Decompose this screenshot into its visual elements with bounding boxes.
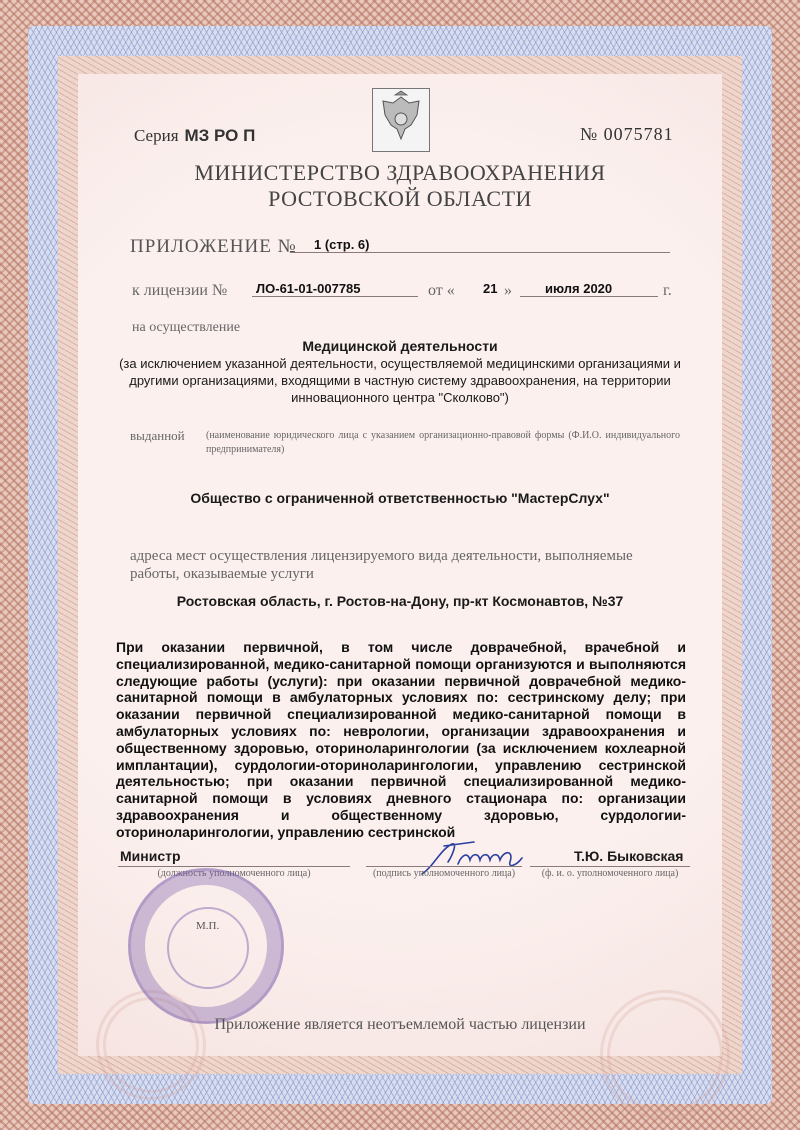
activity-description: (за исключением указанной деятельности, осуществляемой медицинскими организациями и другими организациями, входящими в частную систему здравоохранения, на территории инновационного центра "Сколково") bbox=[119, 356, 681, 405]
position-hint: (должность уполномоченного лица) bbox=[157, 868, 311, 879]
license-year-suffix: г. bbox=[663, 282, 672, 299]
rosette-watermark-right bbox=[600, 990, 730, 1120]
footer-note: Приложение является неотъемлемой частью лицензии bbox=[214, 1016, 586, 1033]
license-form-number: № 0075781 bbox=[580, 124, 674, 144]
activity-label: на осуществление bbox=[132, 320, 241, 335]
license-date-underline bbox=[520, 296, 658, 297]
name-hint: (ф. и. о. уполномоченного лица) bbox=[541, 868, 679, 879]
license-day: 21 bbox=[483, 281, 498, 296]
appendix-value: 1 (стр. 6) bbox=[314, 237, 370, 252]
name-underline bbox=[530, 866, 690, 867]
seal-label: М.П. bbox=[196, 920, 220, 932]
activity-title: Медицинской деятельности bbox=[302, 338, 498, 354]
signer-name: Т.Ю. Быковская bbox=[574, 848, 684, 864]
signature-hint: (подпись уполномоченного лица) bbox=[372, 868, 516, 879]
position-underline bbox=[118, 866, 350, 867]
coat-of-arms-icon bbox=[372, 88, 430, 152]
issued-label: выданной bbox=[130, 428, 185, 443]
license-number: ЛО-61-01-007785 bbox=[256, 281, 361, 296]
issued-hint: (наименование юридического лица с указанием организационно-правовой формы (Ф.И.О. индивидуального предпринимателя) bbox=[206, 430, 680, 455]
series-label: Серия МЗ РО П bbox=[134, 126, 256, 145]
official-seal-stamp bbox=[128, 868, 284, 1024]
license-day-close: » bbox=[504, 282, 512, 299]
license-prefix: к лицензии № bbox=[132, 282, 228, 299]
activity-address: Ростовская область, г. Ростов-на-Дону, пр-кт Космонавтов, №37 bbox=[176, 593, 624, 609]
works-description: При оказании первичной, в том числе доврачебной, врачебной и специализированной, медико-санитарной помощи организуются и выполняются следующие работы (услуги): при оказании первичной доврачебной медико-санитарной помощи в амбулаторных условиях по: сестринскому делу; при оказании первичной специализированной медико-санитарной помощи в амбулаторных условиях по: неврологии, организации здравоохранения и общественному здоровью, оториноларингологии (за исключением кохлеарной имплантации), сурдологии-оториноларингологии, управлению сестринской деятельностью; при оказании первичной специализированной медико-санитарной помощи в условиях дневного стационара по: организации здравоохранения и общественному здоровью, сурдологии-оториноларингологии, управлению сестринской bbox=[116, 639, 686, 840]
signature-underline bbox=[366, 866, 522, 867]
appendix-underline bbox=[290, 252, 670, 253]
addresses-label: адреса мест осуществления лицензируемого вида деятельности, выполняемые работы, оказываемые услуги bbox=[130, 548, 633, 582]
license-number-underline bbox=[252, 296, 418, 297]
license-date-from-label: от « bbox=[428, 282, 455, 299]
license-month-year: июля 2020 bbox=[545, 281, 613, 296]
series-value: МЗ РО П bbox=[184, 126, 256, 145]
ministry-title-line1: МИНИСТЕРСТВО ЗДРАВООХРАНЕНИЯ bbox=[194, 160, 606, 185]
signer-position: Министр bbox=[120, 848, 181, 864]
appendix-label: ПРИЛОЖЕНИЕ № bbox=[130, 236, 297, 257]
organization-name: Общество с ограниченной ответственностью "МастерСлух" bbox=[190, 490, 610, 506]
ministry-title-line2: РОСТОВСКОЙ ОБЛАСТИ bbox=[268, 186, 532, 211]
